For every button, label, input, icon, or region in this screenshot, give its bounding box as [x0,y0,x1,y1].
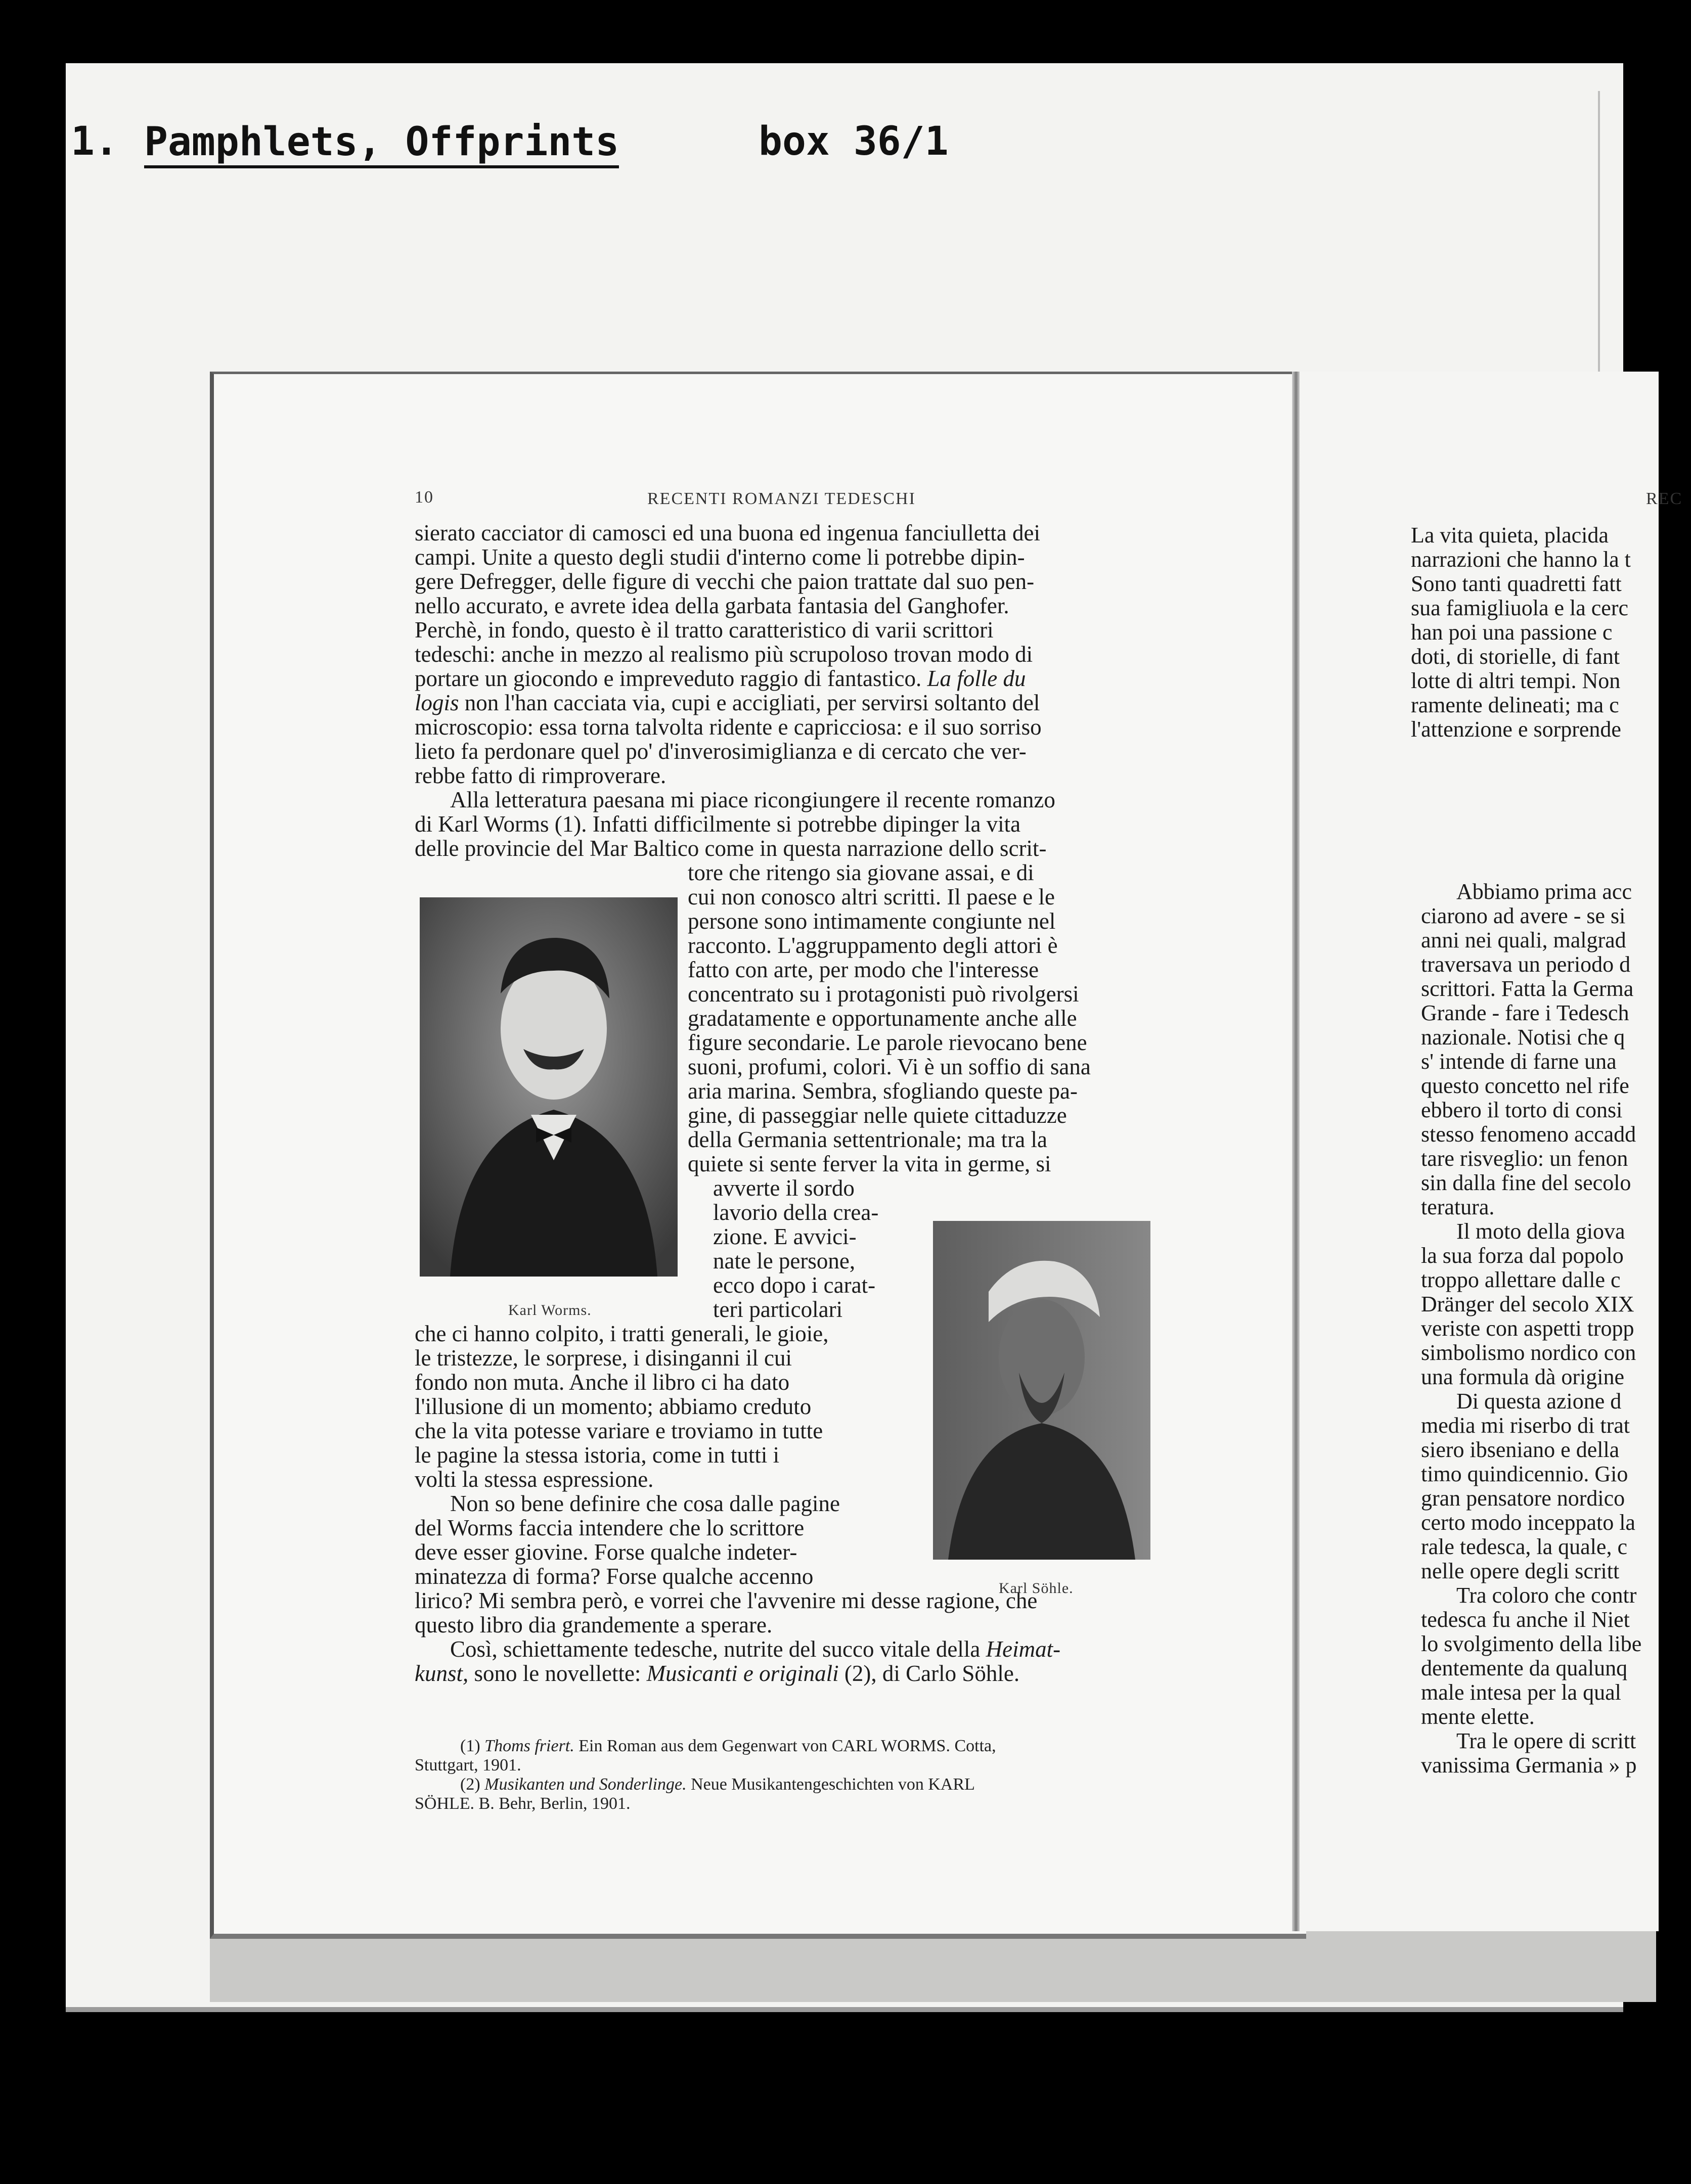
text-line: siero ibseniano e della [1421,1437,1620,1462]
text-line: microscopio: essa torna talvolta ridente e capricciosa: e il suo sorriso [415,714,1042,740]
caption-karl-worms: Karl Worms. [508,1302,592,1318]
text-line: quiete si sente ferver la vita in germe, si [688,1151,1051,1176]
text-line: lieto fa perdonare quel po' d'inverosimiglianza e di cercato che ver- [415,739,1027,764]
label-title: Pamphlets, Offprints [144,119,619,168]
text-line: avverte il sordo [713,1175,855,1201]
text-line: certo modo inceppato la [1421,1510,1635,1535]
text-line: fondo non muta. Anche il libro ci ha dato [415,1370,790,1395]
text-line [415,691,1040,715]
footnote-1 [460,1737,996,1756]
text-line [415,1661,1019,1686]
text-line: s' intende di farne una [1421,1049,1617,1074]
footnote-1-cont: Stuttgart, 1901. [415,1756,521,1774]
running-head: RECENTI ROMANZI TEDESCHI [647,489,916,508]
text-line: che ci hanno colpito, i tratti generali, le gioie, [415,1321,829,1346]
text-line: sin dalla fine del secolo [1421,1170,1631,1195]
text-line: delle provincie del Mar Baltico come in questa narrazione dello scrit- [415,836,1047,861]
text-line: Perchè, in fondo, questo è il tratto caratteristico di varii scrittori [415,617,994,643]
text-line: veriste con aspetti tropp [1421,1316,1634,1341]
text-line: tedeschi: anche in mezzo al realismo più scrupoloso trovan modo di [415,642,1033,667]
label-number: 1. [71,119,118,164]
text-line: le tristezze, le sorprese, i disinganni il cui [415,1345,792,1371]
text-line: simbolismo nordico con [1421,1340,1636,1365]
text-line: fatto con arte, per modo che l'interesse [688,957,1039,982]
text-line: Il moto della giova [1456,1219,1625,1244]
italic-phrase: Heimat- [986,1636,1061,1662]
italic-phrase: La folle du [921,666,1026,691]
text-line: persone sono intimamente congiunte nel [688,908,1056,934]
text-line: tare risveglio: un fenon [1421,1146,1628,1171]
text-line: sua famigliuola e la cerc [1411,596,1629,620]
text-line: lirico? Mi sembra però, e vorrei che l'avvenire mi desse ragione, che [415,1588,1038,1613]
text-line: han poi una passione c [1411,620,1613,645]
text-line: gine, di passeggiar nelle quiete cittaduzze [688,1103,1067,1128]
text-line: La vita quieta, placida [1411,523,1609,548]
text-line: portare un giocondo e impreveduto raggio di fantastico. La folle du [415,666,1026,691]
caption-karl-sohle: Karl Söhle. [999,1580,1074,1597]
text-line: del Worms faccia intendere che lo scrittore [415,1515,805,1540]
text-line: tedesca fu anche il Niet [1421,1607,1630,1632]
text-line: racconto. L'aggruppamento degli attori è [688,933,1058,958]
text-line: ebbero il torto di consi [1421,1098,1623,1122]
text-line: nazionale. Notisi che q [1421,1025,1625,1050]
text-line: rebbe fatto di rimproverare. [415,763,666,788]
text-line: della Germania settentrionale; ma tra la [688,1127,1047,1152]
text-line: lotte di altri tempi. Non [1411,668,1621,693]
text-line: Di questa azione d [1456,1389,1622,1414]
text-line: volti la stessa espressione. [415,1467,654,1492]
text-line: media mi riserbo di trat [1421,1413,1630,1438]
text-line: concentrato su i protagonisti può rivolgersi [688,981,1079,1007]
text-segment: Così, schiettamente tedesche, nutrite del succo vitale della [450,1636,981,1662]
text-line: deve esser giovine. Forse qualche indeter- [415,1539,797,1565]
italic-phrase: kunst, [415,1661,469,1686]
text-line: figure secondarie. Le parole rievocano bene [688,1030,1087,1055]
text-line: la sua forza dal popolo [1421,1243,1624,1268]
text-line: teri particolari [713,1297,843,1322]
text-line: traversava un periodo d [1421,952,1631,977]
text-line: nello accurato, e avrete idea della garbata fantasia del Ganghofer. [415,593,1009,618]
text-line: gere Defregger, delle figure di vecchi che paion trattate dal suo pen- [415,569,1035,594]
text-line: aria marina. Sembra, sfogliando queste pa- [688,1078,1078,1104]
photo-karl-sohle [933,1221,1150,1560]
text-line: dentemente da qualunq [1421,1656,1628,1680]
footnote-1-number: (1) [460,1737,480,1755]
text-line: rale tedesca, la quale, c [1421,1534,1627,1559]
text-line: tore che ritengo sia giovane assai, e di [688,860,1034,885]
text-line: Non so bene definire che cosa dalle pagine [450,1491,840,1516]
text-segment: sono le novellette: [474,1661,641,1686]
text-line: Sono tanti quadretti fatt [1411,571,1622,596]
text-line: una formula dà origine [1421,1364,1624,1389]
footnote-2-text: Neue Musikantengeschichten von KARL [691,1775,975,1794]
text-line: gran pensatore nordico [1421,1486,1625,1511]
italic-phrase: logis [415,690,465,715]
text-line: di Karl Worms (1). Infatti difficilmente si potrebbe dipinger la vita [415,811,1021,837]
text-line: cui non conosco altri scritti. Il paese e le [688,884,1055,909]
right-running-head: REC [1646,489,1683,508]
text-line: Tra coloro che contr [1456,1583,1637,1608]
text-line-rest: non l'han cacciata via, cupi e accigliati, per servirsi soltanto del [464,690,1040,715]
page-fold [1292,372,1300,1931]
text-line: minatezza di forma? Forse qualche accenno [415,1564,814,1589]
text-line: Grande - fare i Tedesch [1421,1000,1629,1025]
text-line: questo libro dia grandemente a sperare. [415,1612,773,1637]
text-line: le pagine la stessa istoria, come in tutti i [415,1442,780,1468]
photo-karl-worms [420,897,678,1277]
text-line: mente elette. [1421,1704,1535,1729]
text-line: Abbiamo prima acc [1456,879,1632,904]
italic-phrase: Musicanti e originali [646,1661,839,1686]
text-line: campi. Unite a questo degli studii d'interno come li potrebbe dipin- [415,544,1025,570]
text-line: stesso fenomeno accadd [1421,1122,1636,1147]
text-line: Dränger del secolo XIX [1421,1292,1634,1316]
page-number: 10 [415,488,434,507]
text-line: scrittori. Fatta la Germa [1421,976,1634,1001]
footnote-2-title: Musikanten und Sonderlinge. [484,1775,687,1794]
text-line: zione. E avvici- [713,1224,857,1249]
label-box: box 36/1 [759,119,949,164]
footnote-2 [460,1775,975,1794]
footnote-2-cont: SÖHLE. B. Behr, Berlin, 1901. [415,1794,631,1813]
text-line: teratura. [1421,1195,1495,1219]
text-line: troppo allettare dalle c [1421,1267,1621,1292]
text-line: narrazioni che hanno la t [1411,547,1631,572]
text-line: l'attenzione e sorprende [1411,717,1621,742]
text-line: vanissima Germania » p [1421,1753,1637,1778]
text-line: lavorio della crea- [713,1200,879,1225]
text-line: ecco dopo i carat- [713,1272,876,1298]
text-line: Tra le opere di scritt [1456,1728,1636,1753]
text-line: gradatamente e opportunamente anche alle [688,1006,1077,1031]
text-line: lo svolgimento della libe [1421,1631,1642,1656]
text-line: timo quindicennio. Gio [1421,1462,1628,1486]
text-line: anni nei quali, malgrad [1421,928,1626,952]
text-line: nate le persone, [713,1248,856,1273]
footnote-1-title: Thoms friert. [484,1737,574,1755]
text-line [450,1637,1060,1661]
text-line: male intesa per la qual [1421,1680,1621,1705]
text-line: l'illusione di un momento; abbiamo creduto [415,1394,812,1419]
folder-bottom [210,1931,1656,2002]
text-line: sierato cacciator di camosci ed una buona ed ingenua fanciulletta dei [415,520,1040,545]
text-line: doti, di storielle, di fant [1411,644,1620,669]
text-segment: (2), di Carlo Söhle. [844,1661,1020,1686]
footnote-2-number: (2) [460,1775,480,1794]
text-line: nelle opere degli scritt [1421,1559,1620,1583]
footnote-1-text: Ein Roman aus dem Gegenwart von CARL WORMS. Cotta, [579,1737,996,1755]
text-line: ramente delineati; ma c [1411,693,1619,717]
text-line: Alla letteratura paesana mi piace ricongiungere il recente romanzo [450,787,1055,812]
text-line: ciarono ad avere - se si [1421,903,1626,928]
text-line: questo concetto nel rife [1421,1073,1629,1098]
text-line: che la vita potesse variare e troviamo in tutte [415,1418,823,1443]
text-line: suoni, profumi, colori. Vi è un soffio di sana [688,1054,1091,1079]
